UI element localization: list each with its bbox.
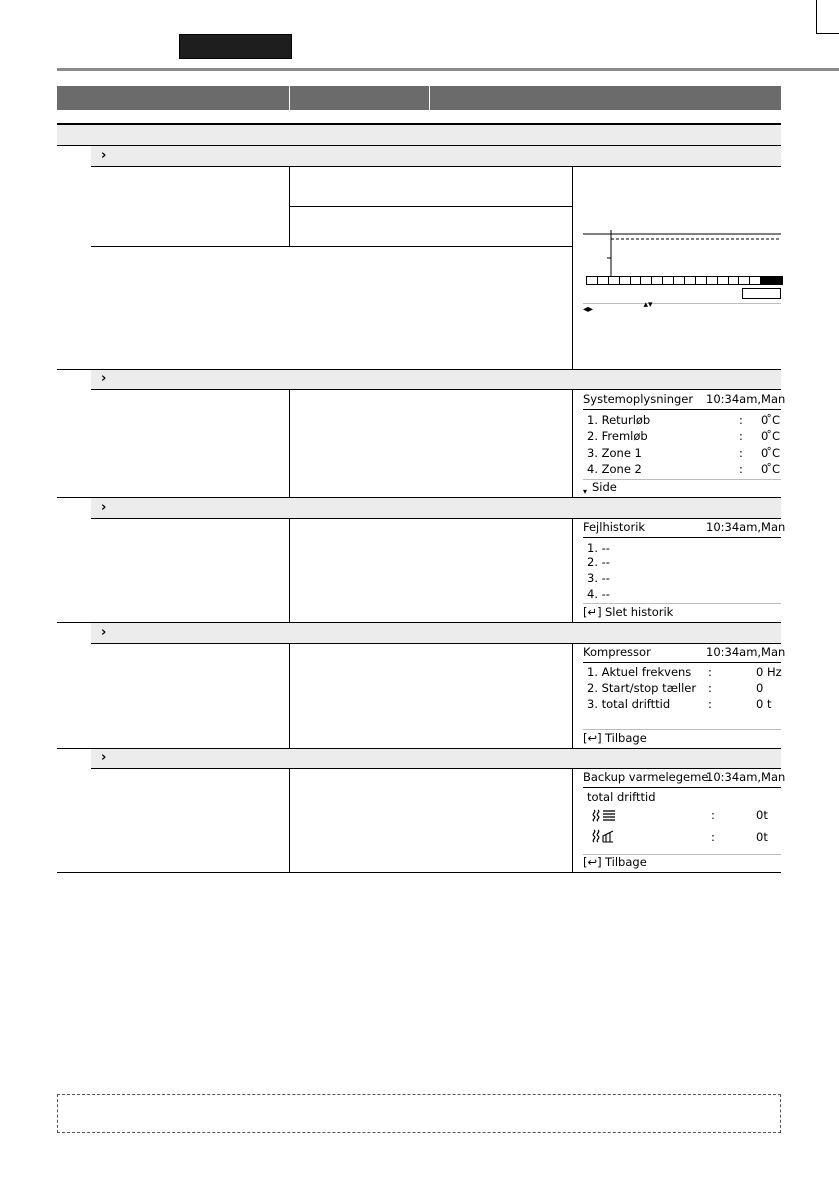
section-chevron: › [101, 371, 107, 386]
column-divider [289, 769, 290, 872]
screen-rule [583, 409, 781, 410]
column-divider [289, 644, 290, 748]
fault-row: 1. -- [587, 541, 610, 555]
chart-screen [583, 225, 781, 318]
down-arrow-icon: ▾ [583, 487, 588, 496]
enter-icon: [↵] [583, 605, 602, 619]
header-rule [57, 68, 839, 71]
section-bar-system-info [91, 370, 781, 389]
screen-subtitle: total drifttid [587, 790, 656, 804]
section-rule [91, 768, 781, 769]
row-label: 1. Returløb [587, 413, 651, 427]
column-divider [289, 519, 290, 622]
screen-footer: Side [592, 480, 617, 494]
section-chevron: › [101, 500, 107, 515]
screen-title: Backup varmelegeme [583, 770, 709, 784]
table-bottom-rule [57, 872, 781, 873]
screen-title: Kompressor [583, 645, 651, 659]
screen-time: 10:34am,Man [706, 520, 786, 534]
hour-segment-bar [586, 276, 782, 286]
row-value: 0t [756, 830, 768, 844]
row-label: 2. Start/stop tæller [587, 681, 697, 695]
screen-title: Fejlhistorik [583, 520, 646, 534]
column-divider [572, 644, 573, 748]
heater-tank-icon [591, 829, 617, 843]
note-box [57, 1094, 781, 1133]
section-rule [91, 518, 781, 519]
row-sep: : [739, 446, 743, 460]
column-divider [289, 390, 290, 497]
screen-title: Systemoplysninger [583, 392, 694, 406]
row-sep: : [739, 429, 743, 443]
screen-rule [583, 729, 781, 730]
row-value: 0 ̊C [761, 462, 781, 476]
row-value: 0 ̊C [761, 446, 781, 460]
cell-rule [289, 206, 572, 207]
screen-rule [583, 303, 781, 304]
screen-footer: Tilbage [605, 731, 647, 745]
screen-rule [583, 662, 781, 663]
section-chevron: › [101, 148, 107, 163]
crop-mark-vertical [816, 0, 817, 33]
row-value: 0 [756, 681, 764, 695]
row-sep: : [711, 808, 715, 822]
column-header-3 [430, 86, 781, 110]
section-bar-compressor [91, 623, 781, 643]
up-down-arrows-icon: ▴▾ [643, 300, 653, 310]
screen-time: 10:34am,Man [706, 770, 786, 784]
row-sep: : [708, 697, 712, 711]
left-right-arrows-icon: ◂▸ [583, 304, 594, 315]
row-value: 0 Hz [756, 665, 782, 679]
screen-rule [583, 603, 781, 604]
screen-footer: Tilbage [605, 855, 647, 869]
section-rule [91, 389, 781, 390]
row-label: 3. Zone 1 [587, 446, 642, 460]
section-chevron: › [101, 750, 107, 765]
fault-row: 2. -- [587, 555, 610, 569]
hour-segment [771, 276, 783, 285]
column-header-2 [290, 86, 429, 110]
section-rule [91, 166, 781, 167]
row-value: 0 ̊C [761, 413, 781, 427]
column-divider [572, 769, 573, 872]
cell-rule [91, 246, 572, 247]
row-label: 4. Zone 2 [587, 462, 642, 476]
screen-rule [583, 537, 781, 538]
row-sep: : [711, 830, 715, 844]
section-bar-chart [91, 146, 781, 166]
row-value: 0 t [756, 697, 772, 711]
crop-mark-horizontal [816, 33, 839, 34]
column-divider [572, 167, 573, 369]
row-value: 0t [756, 808, 768, 822]
section-bar-backup-heater [91, 749, 781, 768]
section-chevron: › [101, 625, 107, 640]
fault-row: 4. -- [587, 587, 610, 601]
row-sep: : [708, 681, 712, 695]
column-divider [572, 519, 573, 622]
column-header-1 [57, 86, 289, 110]
screen-rule [583, 787, 781, 788]
heater-radiator-icon [591, 809, 617, 822]
row-sep: : [708, 665, 712, 679]
screen-time: 10:34am,Man [706, 645, 786, 659]
row-label: 2. Fremløb [587, 429, 648, 443]
section-rule [91, 643, 781, 644]
row-label: 1. Aktuel frekvens [587, 665, 692, 679]
screen-time: 10:34am,Man [706, 392, 786, 406]
column-divider [572, 390, 573, 497]
row-sep: : [739, 462, 743, 476]
row-label: 3. total drifttid [587, 697, 671, 711]
back-icon: [↩] [583, 731, 602, 745]
time-box [742, 288, 781, 299]
group-bar [57, 125, 781, 145]
chart-graph [583, 225, 781, 318]
back-icon: [↩] [583, 855, 602, 869]
header-tab [179, 34, 292, 59]
screen-footer: Slet historik [605, 605, 674, 619]
section-bar-fault-history [91, 498, 781, 518]
row-sep: : [739, 413, 743, 427]
fault-row: 3. -- [587, 571, 610, 585]
row-value: 0 ̊C [761, 429, 781, 443]
column-divider [289, 167, 290, 247]
